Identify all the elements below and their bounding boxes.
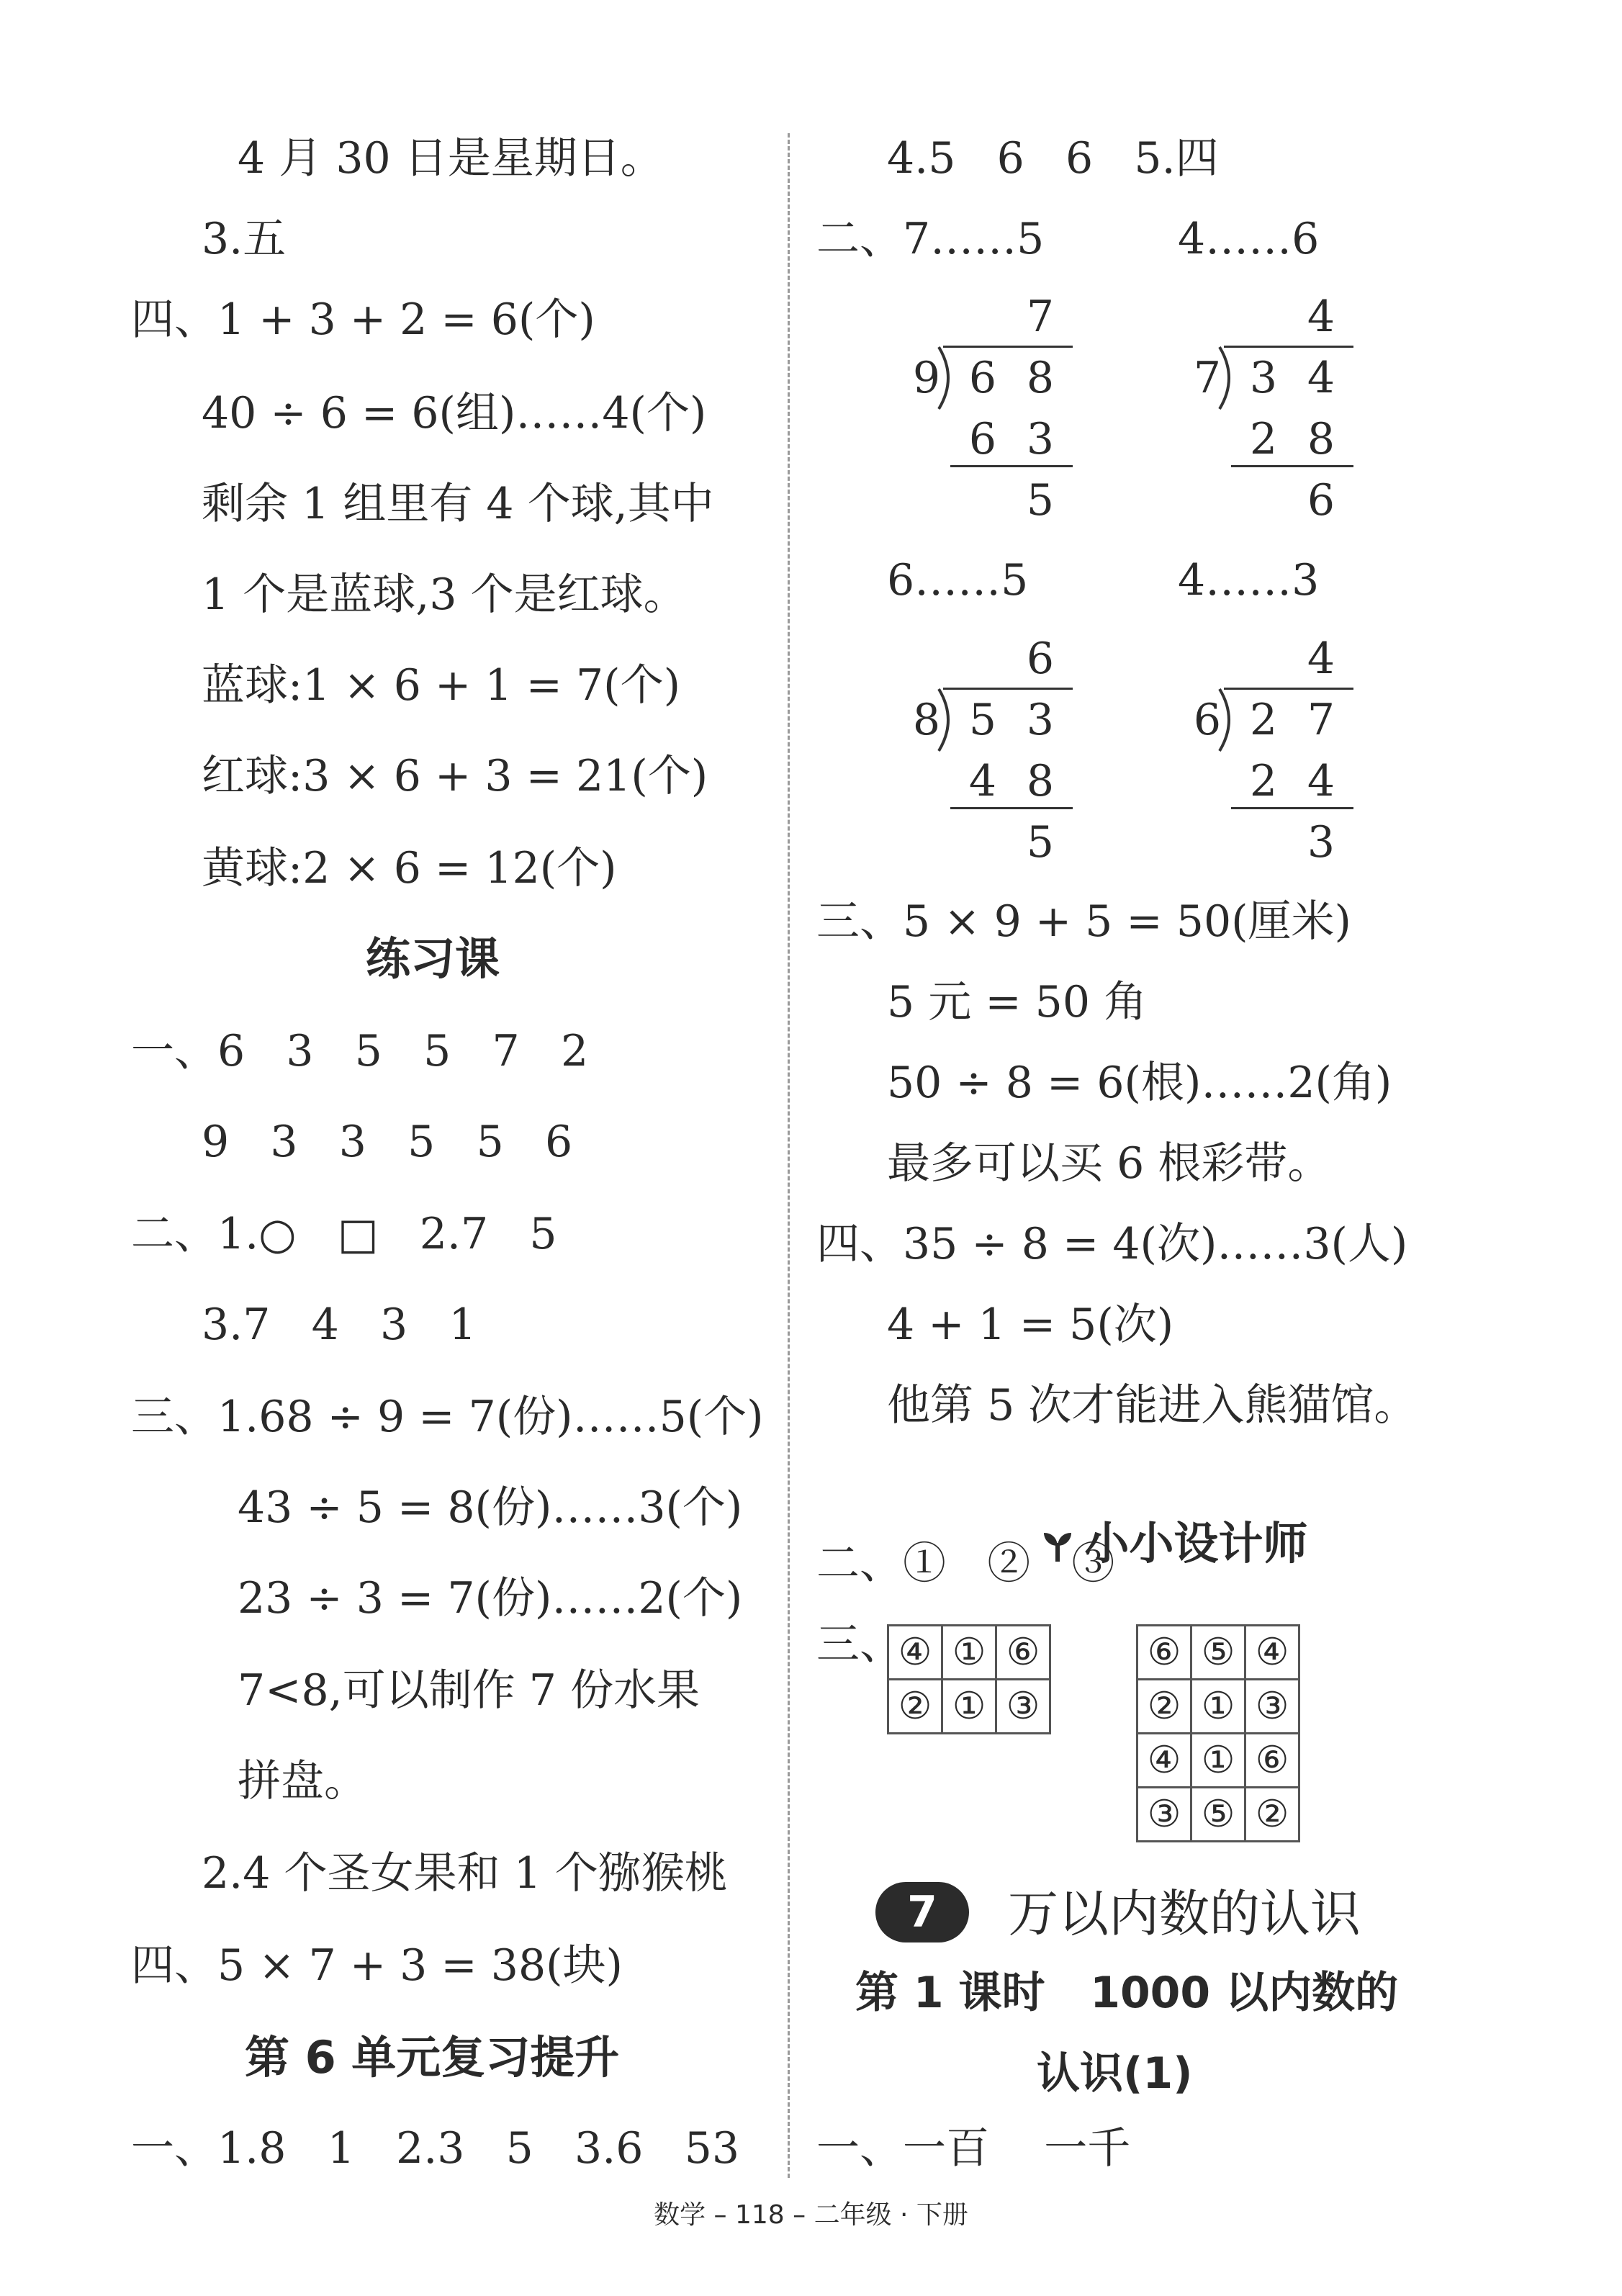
division-bracket <box>1218 688 1240 752</box>
text-line: 4 + 1 = 5(次) <box>887 1300 1174 1350</box>
grid-cell: ② <box>888 1680 942 1734</box>
grid-row <box>888 1680 1050 1734</box>
text-line: 2.4 个圣女果和 1 个猕猴桃 <box>202 1848 728 1899</box>
text-line: 蓝球:1 × 6 + 1 = 7(个) <box>202 660 680 711</box>
text-line: 三、1.68 ÷ 9 = 7(份)……5(个) <box>131 1392 764 1442</box>
grid-cell: ③ <box>1245 1680 1299 1734</box>
unit-title: 万以内数的认识 <box>1008 1884 1361 1943</box>
text-line: 黄球:2 × 6 = 12(个) <box>202 843 617 893</box>
section-heading: 练习课 <box>366 932 500 985</box>
subtract-line <box>950 807 1073 809</box>
grid-cell: ⑥ <box>1245 1734 1299 1788</box>
divisor: 6 <box>1193 695 1222 745</box>
dividend-digit: 6 <box>968 353 997 403</box>
remainder: 6 <box>1307 475 1335 526</box>
grid-cell: ⑥ <box>996 1626 1050 1680</box>
remainder: 5 <box>1026 817 1055 868</box>
divisor: 7 <box>1193 353 1222 403</box>
text-line: 5 元 = 50 角 <box>887 977 1148 1027</box>
division-bracket <box>937 688 959 752</box>
quotient: 4 <box>1307 634 1335 684</box>
text-line: 四、5 × 7 + 3 = 38(块) <box>131 1940 623 1991</box>
text-line: 3.7 4 3 1 <box>202 1300 477 1350</box>
dividend-digit: 8 <box>1026 353 1055 403</box>
division-bracket <box>1218 346 1240 410</box>
lesson-title: 第 1 课时 1000 以内数的 <box>855 1968 1399 2018</box>
text-line: 50 ÷ 8 = 6(根)……2(角) <box>887 1058 1392 1108</box>
section-heading: 第 6 单元复习提升 <box>245 2031 620 2084</box>
text-line: 二、① ② ③ <box>816 1539 1115 1589</box>
text-line: 4……3 <box>1178 555 1320 605</box>
quotient: 6 <box>1026 634 1055 684</box>
subtract-line <box>950 465 1073 467</box>
grid-cell: ① <box>942 1680 996 1734</box>
product-digit: 4 <box>968 756 997 806</box>
quotient: 7 <box>1026 292 1055 342</box>
text-line: 1 个是蓝球,3 个是红球。 <box>202 570 687 620</box>
text-line: 三、 <box>816 1619 903 1670</box>
text-line: 他第 5 次才能进入熊猫馆。 <box>887 1380 1418 1431</box>
division-line <box>943 688 1073 690</box>
grid-row <box>1137 1680 1299 1734</box>
divisor: 8 <box>912 695 941 745</box>
grid-cell: ⑤ <box>1191 1626 1245 1680</box>
grid-cell: ② <box>1137 1680 1191 1734</box>
text-line: 最多可以买 6 根彩带。 <box>887 1138 1331 1189</box>
grid-cell: ① <box>1191 1680 1245 1734</box>
grid-cell: ④ <box>1245 1626 1299 1680</box>
text-line: 4.5 6 6 5.四 <box>887 133 1219 184</box>
product-digit: 2 <box>1249 414 1278 464</box>
product-digit: 4 <box>1307 756 1335 806</box>
text-line: 四、1 + 3 + 2 = 6(个) <box>131 294 595 345</box>
dividend-digit: 2 <box>1249 695 1278 745</box>
text-line: 23 ÷ 3 = 7(份)……2(个) <box>238 1573 743 1624</box>
product-digit: 8 <box>1307 414 1335 464</box>
product-digit: 3 <box>1026 414 1055 464</box>
division-line <box>1224 688 1353 690</box>
grid-cell: ② <box>1245 1788 1299 1842</box>
product-digit: 8 <box>1026 756 1055 806</box>
remainder: 5 <box>1026 475 1055 526</box>
product-digit: 6 <box>968 414 997 464</box>
dividend-digit: 3 <box>1026 695 1055 745</box>
division-bracket <box>937 346 959 410</box>
dividend-digit: 4 <box>1307 353 1335 403</box>
text-line: 二、7……5 <box>816 214 1045 264</box>
text-line: 3.五 <box>202 214 287 264</box>
text-line: 一、一百 一千 <box>816 2123 1131 2174</box>
page-footer: 数学 – 118 – 二年级 · 下册 <box>654 2200 968 2230</box>
text-line: 三、5 × 9 + 5 = 50(厘米) <box>816 896 1351 947</box>
heading-text: 小小设计师 <box>1084 1517 1308 1570</box>
text-line: 剩余 1 组里有 4 个球,其中 <box>202 479 714 529</box>
number-grid <box>887 1624 1051 1734</box>
division-line <box>943 346 1073 348</box>
grid-row <box>888 1626 1050 1680</box>
text-line: 拼盘。 <box>238 1756 367 1806</box>
grid-row <box>1137 1734 1299 1788</box>
unit-number-badge: 7 <box>875 1882 969 1942</box>
dividend-digit: 3 <box>1249 353 1278 403</box>
grid-cell: ③ <box>1137 1788 1191 1842</box>
remainder: 3 <box>1307 817 1335 868</box>
grid-cell: ⑥ <box>1137 1626 1191 1680</box>
grid-row <box>1137 1626 1299 1680</box>
text-line: 一、6 3 5 5 7 2 <box>131 1026 589 1076</box>
grid-cell: ③ <box>996 1680 1050 1734</box>
product-digit: 2 <box>1249 756 1278 806</box>
text-line: 6……5 <box>887 555 1029 605</box>
divisor: 9 <box>912 353 941 403</box>
text-line: 四、35 ÷ 8 = 4(次)……3(人) <box>816 1219 1408 1269</box>
grid-cell: ⑤ <box>1191 1788 1245 1842</box>
grid-row <box>1137 1788 1299 1842</box>
text-line: 9 3 3 5 5 6 <box>202 1117 573 1167</box>
text-line: 4 月 30 日是星期日。 <box>238 133 664 184</box>
subtract-line <box>1231 807 1353 809</box>
grid-cell: ④ <box>1137 1734 1191 1788</box>
grid-cell: ④ <box>888 1626 942 1680</box>
number-grid <box>1136 1624 1300 1842</box>
division-line <box>1224 346 1353 348</box>
column-divider <box>788 133 790 2178</box>
subtract-line <box>1231 465 1353 467</box>
grid-cell: ① <box>1191 1734 1245 1788</box>
text-line: 40 ÷ 6 = 6(组)……4(个) <box>202 388 707 438</box>
text-line: 7<8,可以制作 7 份水果 <box>238 1665 700 1716</box>
text-line: 一、1.8 1 2.3 5 3.6 53 <box>131 2123 740 2174</box>
dividend-digit: 5 <box>968 695 997 745</box>
dividend-digit: 7 <box>1307 695 1335 745</box>
text-line: 43 ÷ 5 = 8(份)……3(个) <box>238 1482 743 1533</box>
quotient: 4 <box>1307 292 1335 342</box>
text-line: 二、1.○ □ 2.7 5 <box>131 1209 557 1259</box>
text-line: 4……6 <box>1178 214 1320 264</box>
lesson-title: 认识(1) <box>1037 2048 1193 2099</box>
text-line: 红球:3 × 6 + 3 = 21(个) <box>202 751 708 801</box>
grid-cell: ① <box>942 1626 996 1680</box>
